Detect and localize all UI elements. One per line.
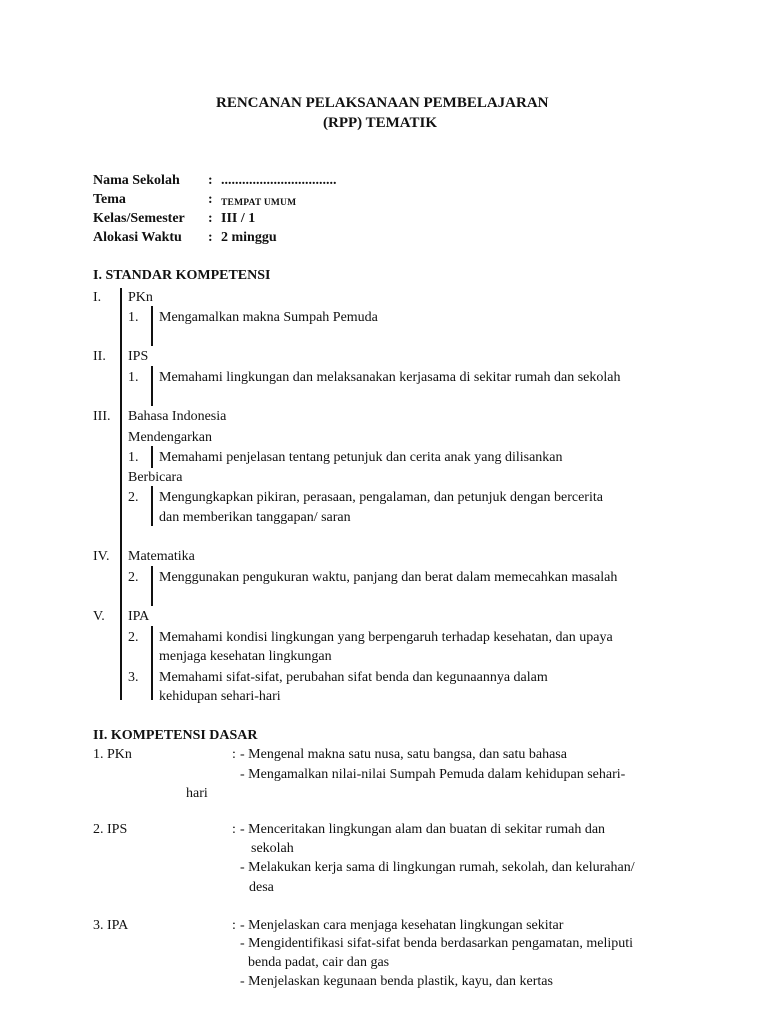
- kd-ips-line-cont: desa: [249, 880, 274, 895]
- cell-divider: [151, 446, 153, 468]
- sk-item-num: 2.: [128, 630, 139, 645]
- info-sep: :: [208, 173, 213, 188]
- sk-item-num: 1.: [128, 370, 139, 385]
- document-title-line2: (RPP) TEMATIK: [323, 115, 438, 131]
- cell-divider: [151, 306, 153, 346]
- sk-num: III.: [93, 409, 111, 424]
- kd-label-ips: 2. IPS: [93, 822, 128, 837]
- sk-subject-bahasa-indonesia: Bahasa Indonesia: [128, 409, 227, 424]
- sk-num: II.: [93, 349, 106, 364]
- cell-divider: [151, 566, 153, 606]
- sk-item-num: 2.: [128, 490, 139, 505]
- kd-ipa-line: - Mengidentifikasi sifat-sifat benda berdasarkan pengamatan, meliputi: [240, 936, 634, 951]
- sk-item-text-cont: kehidupan sehari-hari: [159, 689, 281, 704]
- sk-subject-ips: IPS: [128, 349, 149, 364]
- kd-ipa-line-cont: benda padat, cair dan gas: [248, 955, 390, 970]
- sk-item-num: 2.: [128, 570, 139, 585]
- section-heading-sk: I. STANDAR KOMPETENSI: [93, 268, 271, 283]
- sk-num: IV.: [93, 549, 110, 564]
- kd-sep: :: [232, 822, 236, 837]
- kd-ips-line-cont: sekolah: [251, 841, 294, 856]
- sk-subject-ipa: IPA: [128, 609, 150, 624]
- info-label-tema: Tema: [93, 192, 126, 207]
- sk-item-text: Menggunakan pengukuran waktu, panjang dan berat dalam memecahkan masalah: [159, 570, 618, 585]
- kd-pkn-line-cont: hari: [186, 786, 208, 801]
- kd-pkn-line: - Mengenal makna satu nusa, satu bangsa, dan satu bahasa: [240, 747, 567, 762]
- kd-ipa-line: - Menjelaskan kegunaan benda plastik, kayu, dan kertas: [240, 974, 553, 989]
- info-value-tema: TEMPAT UMUM: [221, 198, 297, 208]
- sk-num: V.: [93, 609, 105, 624]
- cell-divider: [151, 486, 153, 526]
- sk-item-text: Mengungkapkan pikiran, perasaan, pengalaman, dan petunjuk dengan bercerita: [159, 490, 603, 505]
- info-value-kelas: III / 1: [221, 211, 256, 226]
- kd-ips-line: - Melakukan kerja sama di lingkungan rumah, sekolah, dan kelurahan/: [240, 860, 635, 875]
- sk-item-text-cont: menjaga kesehatan lingkungan: [159, 649, 332, 664]
- sk-subject-pkn: PKn: [128, 290, 153, 305]
- info-sep: :: [208, 230, 213, 245]
- kd-ipa-line: - Menjelaskan cara menjaga kesehatan lingkungan sekitar: [240, 918, 564, 933]
- info-sep: :: [208, 211, 213, 226]
- table-left-border: [120, 288, 122, 700]
- sk-item-text: Mengamalkan makna Sumpah Pemuda: [159, 310, 378, 325]
- sk-item-text-cont: dan memberikan tanggapan/ saran: [159, 510, 351, 525]
- info-label-kelas: Kelas/Semester: [93, 211, 185, 226]
- info-label-alokasi: Alokasi Waktu: [93, 230, 182, 245]
- cell-divider: [151, 366, 153, 406]
- kd-ips-line: - Menceritakan lingkungan alam dan buatan di sekitar rumah dan: [240, 822, 606, 837]
- document-title-line1: RENCANAN PELAKSANAAN PEMBELAJARAN: [216, 95, 549, 111]
- sk-item-num: 1.: [128, 450, 139, 465]
- sk-item-text: Memahami penjelasan tentang petunjuk dan cerita anak yang dilisankan: [159, 450, 563, 465]
- sk-subject-matematika: Matematika: [128, 549, 195, 564]
- kd-label-ipa: 3. IPA: [93, 918, 129, 933]
- sk-item-num: 1.: [128, 310, 139, 325]
- cell-divider: [151, 626, 153, 700]
- info-value-nama-sekolah: .................................: [221, 173, 337, 188]
- sk-item-text: Memahami kondisi lingkungan yang berpengaruh terhadap kesehatan, dan upaya: [159, 630, 613, 645]
- info-label-nama-sekolah: Nama Sekolah: [93, 173, 180, 188]
- sk-item-text: Memahami sifat-sifat, perubahan sifat benda dan kegunaannya dalam: [159, 670, 548, 685]
- kd-sep: :: [232, 918, 236, 933]
- kd-sep: :: [232, 747, 236, 762]
- sk-subsection-mendengarkan: Mendengarkan: [128, 430, 212, 445]
- sk-item-text: Memahami lingkungan dan melaksanakan kerjasama di sekitar rumah dan sekolah: [159, 370, 621, 385]
- sk-num: I.: [93, 290, 102, 305]
- section-heading-kd: II. KOMPETENSI DASAR: [93, 728, 258, 743]
- kd-label-pkn: 1. PKn: [93, 747, 132, 762]
- sk-subsection-berbicara: Berbicara: [128, 470, 183, 485]
- info-sep: :: [208, 192, 213, 207]
- sk-item-num: 3.: [128, 670, 139, 685]
- kd-pkn-line: - Mengamalkan nilai-nilai Sumpah Pemuda dalam kehidupan sehari-: [240, 767, 626, 782]
- info-value-alokasi: 2 minggu: [221, 230, 277, 245]
